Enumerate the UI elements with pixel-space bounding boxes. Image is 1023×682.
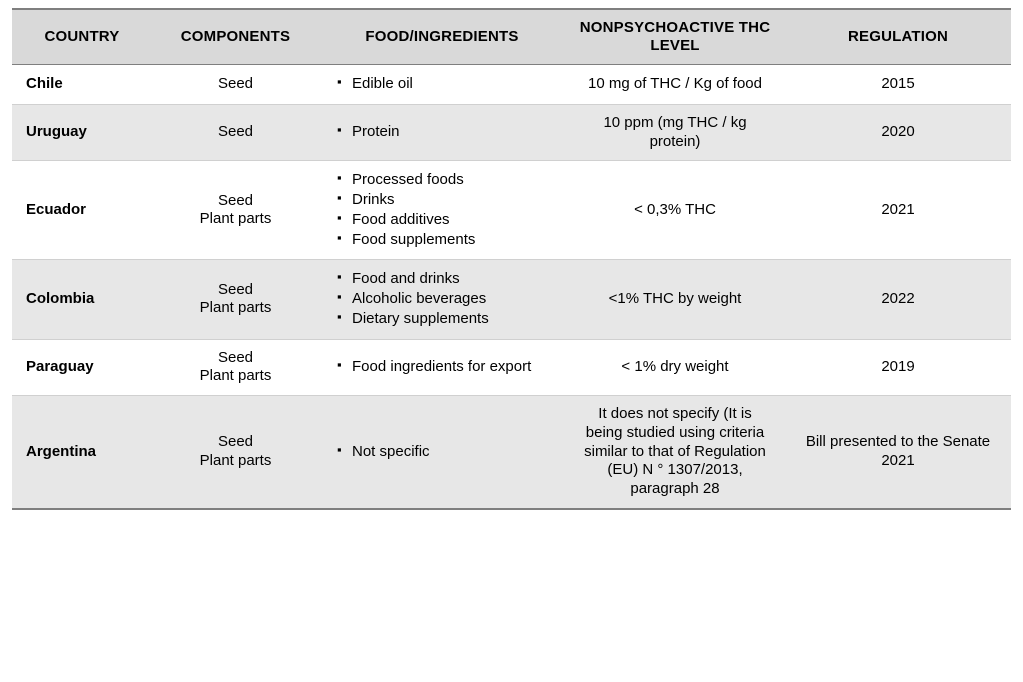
food-list xyxy=(337,123,557,142)
list-item: ▪ Drinks xyxy=(337,191,557,210)
component-item: Seed xyxy=(217,433,254,451)
cell-thc-level: <1% THC by weight xyxy=(565,260,785,339)
list-item: ▪ Food supplements xyxy=(337,231,557,250)
table-row xyxy=(12,260,1011,339)
column-header-regulation: REGULATION xyxy=(785,9,1011,65)
list-item: ▪ Processed foods xyxy=(337,171,557,190)
list-item: ▪ Alcoholic beverages xyxy=(337,290,557,309)
food-list xyxy=(337,443,557,462)
cell-components xyxy=(152,260,319,339)
table-header xyxy=(12,9,1011,65)
cell-components xyxy=(152,396,319,509)
food-list xyxy=(337,75,557,94)
component-item: Plant parts xyxy=(199,451,272,469)
cell-thc-text: It does not specify (It is being studied using criteria similar to that of Regulation (EU) N ° 1307/2013, paragraph 28 xyxy=(584,405,766,497)
list-item: ▪ Protein xyxy=(337,123,557,142)
component-item: Seed xyxy=(217,191,254,209)
component-item: Seed xyxy=(217,123,254,141)
cell-thc-level: < 1% dry weight xyxy=(565,339,785,396)
cell-regulation: 2022 xyxy=(785,260,1011,339)
cell-thc-text: 10 ppm (mg THC / kg protein) xyxy=(603,113,747,150)
component-item: Plant parts xyxy=(199,367,272,385)
cell-regulation: 2015 xyxy=(785,65,1011,105)
list-item: ▪ Food ingredients for export xyxy=(337,358,557,377)
list-item: ▪ Food and drinks xyxy=(337,270,557,289)
cell-thc-level: 10 mg of THC / Kg of food xyxy=(565,65,785,105)
list-item: ▪ Not specific xyxy=(337,443,557,462)
component-item: Plant parts xyxy=(199,210,272,228)
list-item: ▪ Food additives xyxy=(337,211,557,230)
food-list xyxy=(337,270,557,328)
cell-country: Ecuador xyxy=(12,161,152,260)
cell-regulation xyxy=(785,396,1011,509)
table-row xyxy=(12,339,1011,396)
cell-components xyxy=(152,65,319,105)
cell-food-ingredients xyxy=(319,396,565,509)
cell-country: Chile xyxy=(12,65,152,105)
cell-country: Argentina xyxy=(12,396,152,509)
component-item: Seed xyxy=(217,348,254,366)
cell-regulation: 2019 xyxy=(785,339,1011,396)
cell-regulation: 2020 xyxy=(785,104,1011,161)
table-body xyxy=(12,65,1011,509)
cell-thc-level xyxy=(565,396,785,509)
table-row xyxy=(12,104,1011,161)
cell-components xyxy=(152,104,319,161)
component-item: Seed xyxy=(217,280,254,298)
table-row xyxy=(12,65,1011,105)
cell-food-ingredients xyxy=(319,161,565,260)
list-item: ▪ Dietary supplements xyxy=(337,310,557,329)
cell-food-ingredients xyxy=(319,260,565,339)
cell-components xyxy=(152,339,319,396)
column-header-thc-level: NONPSYCHOACTIVE THC LEVEL xyxy=(565,9,785,65)
cell-food-ingredients xyxy=(319,65,565,105)
table-row xyxy=(12,396,1011,509)
cell-country: Colombia xyxy=(12,260,152,339)
cell-components xyxy=(152,161,319,260)
table-row xyxy=(12,161,1011,260)
cell-country: Paraguay xyxy=(12,339,152,396)
cell-regulation-text: Bill presented to the Senate 2021 xyxy=(805,433,991,469)
cell-regulation: 2021 xyxy=(785,161,1011,260)
regulations-table xyxy=(12,8,1011,510)
cell-thc-level: < 0,3% THC xyxy=(565,161,785,260)
table-header-row xyxy=(12,9,1011,65)
column-header-food-ingredients: FOOD/INGREDIENTS xyxy=(319,9,565,65)
column-header-components: COMPONENTS xyxy=(152,9,319,65)
cell-food-ingredients xyxy=(319,339,565,396)
component-item: Seed xyxy=(217,75,254,92)
cell-food-ingredients xyxy=(319,104,565,161)
food-list xyxy=(337,171,557,249)
cell-thc-level xyxy=(565,104,785,161)
food-list xyxy=(337,358,557,377)
cell-country: Uruguay xyxy=(12,104,152,161)
column-header-country: COUNTRY xyxy=(12,9,152,65)
component-item: Plant parts xyxy=(199,299,272,317)
list-item: ▪ Edible oil xyxy=(337,75,557,94)
